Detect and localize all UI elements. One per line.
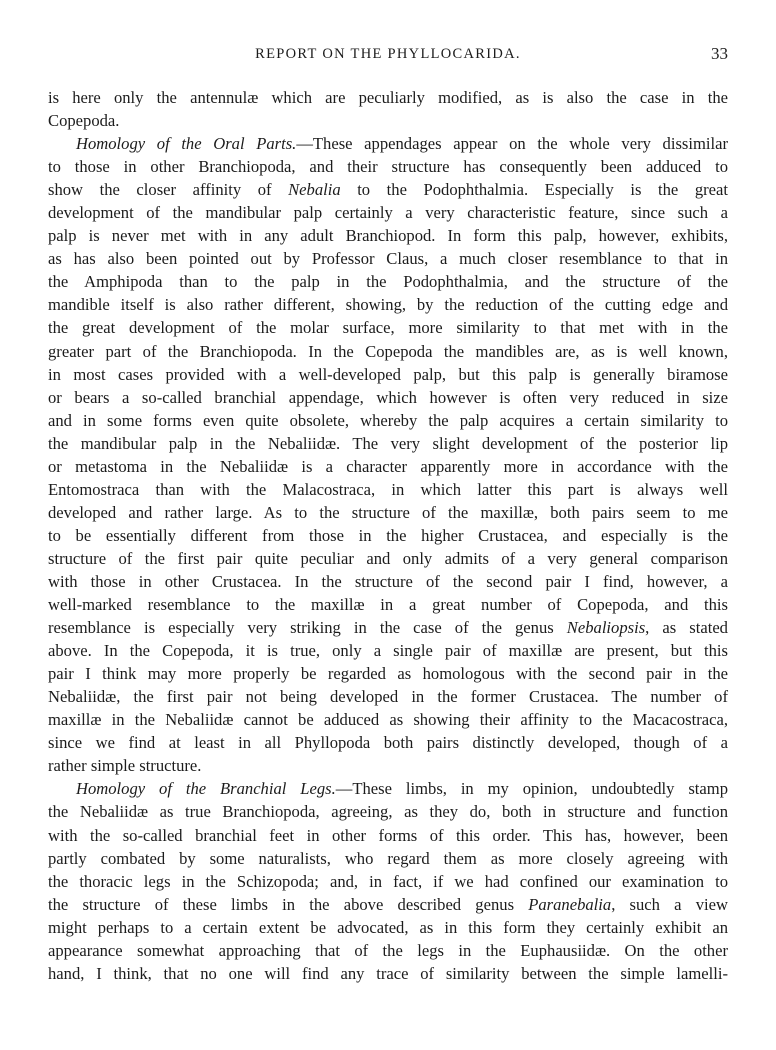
text-line: the Amphipoda than to the palp in the Podophthalmia, and the structure of the [48, 272, 728, 292]
text-line: with those in other Crustacea. In the structure of the second pair I find, however, a [48, 571, 728, 591]
text-line: greater part of the Branchiopoda. In the Copepoda the mandibles are, as is well known, [48, 341, 728, 361]
text-line: Homology of the Branchial Legs.—These limbs, in my opinion, undoubtedly stamp [76, 779, 728, 799]
text-line: hand, I think, that no one will find any trace of similarity between the simple lamelli- [48, 963, 728, 983]
text-line: Entomostraca than with the Malacostraca, in which latter this part is always well [48, 479, 728, 499]
page-number: 33 [711, 44, 728, 63]
text-line: structure of the first pair quite peculiar and only admits of a very general comparison [48, 548, 728, 568]
text-line: Homology of the Oral Parts.—These appendages appear on the whole very dissimilar [76, 134, 728, 154]
text-line: or bears a so-called branchial appendage, which however is often very reduced in size [48, 387, 728, 407]
text-line: palp is never met with in any adult Branchiopod. In form this palp, however, exhibits, [48, 226, 728, 246]
text-line: as has also been pointed out by Professor Claus, a much closer resemblance to that in [48, 249, 728, 269]
text-line: mandible itself is also rather different, showing, by the reduction of the cutting edge and [48, 295, 728, 315]
text-line: rather simple structure. [48, 756, 202, 776]
text-line: appearance somewhat approaching that of the legs in the Euphausiidæ. On the other [48, 940, 728, 960]
text-line: to those in other Branchiopoda, and their structure has consequently been adduced to [48, 157, 728, 177]
text-line: or metastoma in the Nebaliidæ is a character apparently more in accordance with the [48, 456, 728, 476]
text-line: since we find at least in all Phyllopoda both pairs distinctly developed, though of a [48, 733, 728, 753]
page-header [48, 46, 728, 68]
text-line: Copepoda. [48, 111, 120, 131]
text-line: might perhaps to a certain extent be advocated, as in this form they certainly exhibit an [48, 917, 728, 937]
text-line: in most cases provided with a well-developed palp, but this palp is generally biramose [48, 364, 728, 384]
text-line: to be essentially different from those in the higher Crustacea, and especially is the [48, 525, 728, 545]
text-line: the great development of the molar surface, more similarity to that met with in the [48, 318, 728, 338]
text-line: pair I think may more properly be regarded as homologous with the second pair in the [48, 664, 728, 684]
text-line: above. In the Copepoda, it is true, only a single pair of maxillæ are present, but this [48, 641, 728, 661]
text-line: show the closer affinity of Nebalia to the Podophthalmia. Especially is the great [48, 180, 728, 200]
text-line: well-marked resemblance to the maxillæ in a great number of Copepoda, and this [48, 595, 728, 615]
text-line: with the so-called branchial feet in other forms of this order. This has, however, been [48, 825, 728, 845]
text-line: Nebaliidæ, the first pair not being developed in the former Crustacea. The number of [48, 687, 728, 707]
body-text [48, 86, 728, 985]
text-line: the thoracic legs in the Schizopoda; and, in fact, if we had confined our examination to [48, 871, 728, 891]
text-line: and in some forms even quite obsolete, whereby the palp acquires a certain similarity to [48, 410, 728, 430]
text-line: developed and rather large. As to the structure of the maxillæ, both pairs seem to me [48, 502, 728, 522]
text-line: maxillæ in the Nebaliidæ cannot be adduced as showing their affinity to the Macacostraca, [48, 710, 728, 730]
running-head: REPORT ON THE PHYLLOCARIDA. [255, 46, 521, 62]
text-line: development of the mandibular palp certainly a very characteristic feature, since such a [48, 203, 728, 223]
text-line: resemblance is especially very striking in the case of the genus Nebaliopsis, as stated [48, 618, 728, 638]
text-line: the mandibular palp in the Nebaliidæ. The very slight development of the posterior lip [48, 433, 728, 453]
text-line: is here only the antennulæ which are peculiarly modified, as is also the case in the [48, 88, 728, 107]
text-line: the Nebaliidæ as true Branchiopoda, agreeing, as they do, both in structure and function [48, 802, 728, 822]
text-line: the structure of these limbs in the above described genus Paranebalia, such a view [48, 894, 728, 914]
text-line: partly combated by some naturalists, who regard them as more closely agreeing with [48, 848, 728, 868]
